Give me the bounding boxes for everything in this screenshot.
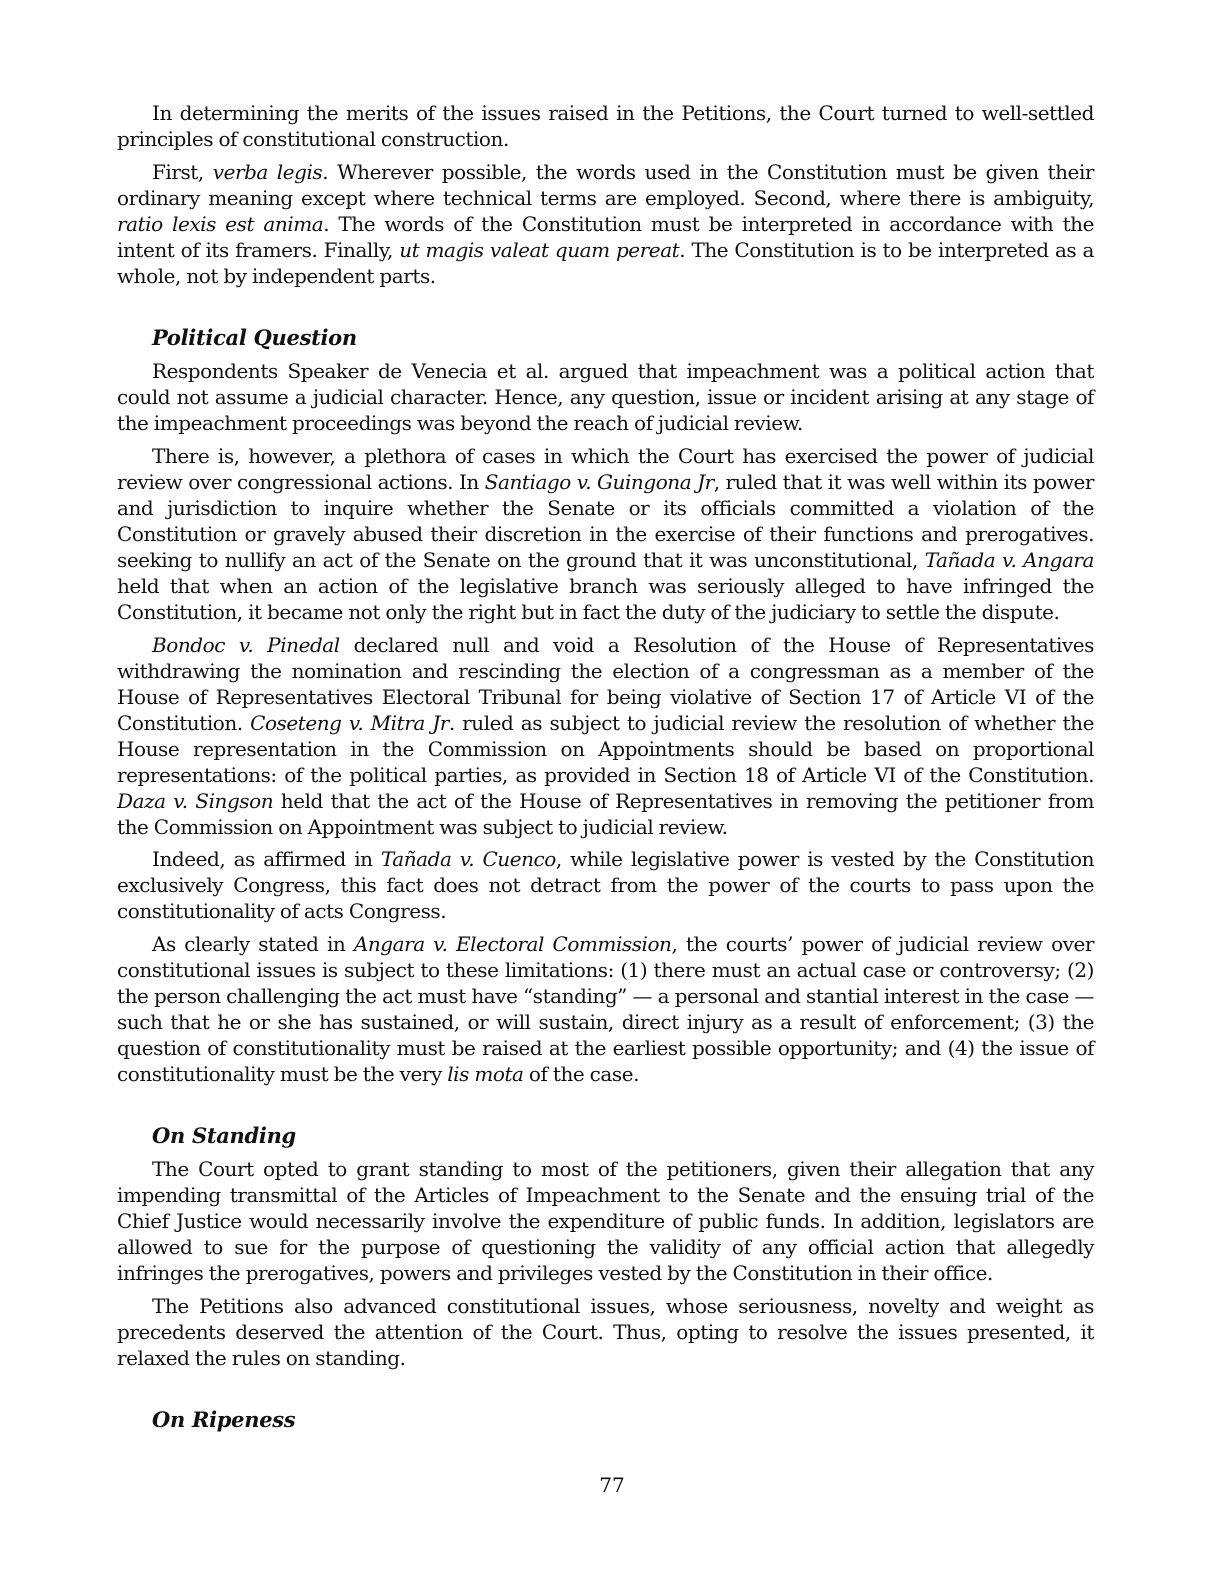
text-span: Indeed, as affirmed in (152, 847, 381, 871)
text-span: , the courts’ power of judicial review over constitutional issues is subject to these limitations: (1) there must an actual case or controversy; (2) the person challenging the act must have “standing” — a personal and stantial interest in the case — such that he or she has sustained, or will sustain, direct injury as a result of enforcement; (3) the question of constitutionality must be raised at the earliest possible opportunity; and (4) the issue of constitutionality must be the very (117, 932, 1094, 1086)
case-name: Bondoc v. Pinedal (152, 633, 340, 657)
document-page (117, 100, 1094, 1440)
text-span: . The words of the Constitution must be interpreted in accordance with the intent of its framers. Finally, (117, 212, 1094, 262)
latin-term: verba legis (212, 160, 323, 184)
latin-term: ut magis valeat quam pereat (399, 238, 680, 262)
page-number: 77 (599, 1473, 625, 1497)
text-span: declared null and void a Resolution of the House of Representatives withdrawing the nomination and rescinding the election of a congressman as a member of the House of Representatives Electoral Tribunal for being violative of Section 17 of Article VI of the Constitution. (117, 633, 1094, 735)
text-span: held that when an action of the legislative branch was seriously alleged to have infringed the Constitution, it became not only the right but in fact the duty of the judiciary to settle the dispute. (117, 574, 1094, 624)
political-question-paragraph-4 (117, 846, 1094, 924)
latin-term: lis mota (447, 1062, 524, 1086)
text-span: First, (152, 160, 213, 184)
latin-term: ratio lexis est anima (117, 212, 324, 236)
case-name: Coseteng v. Mitra Jr (250, 711, 449, 735)
text-span: There is, however, a plethora of cases in which the Court has exercised the power of judicial review over congressional actions. In (117, 444, 1094, 494)
on-ripeness-heading: On Ripeness (152, 1407, 296, 1432)
case-name: Daza v. Singson (117, 789, 274, 813)
case-name: Tañada v. Cuenco (380, 847, 556, 871)
political-question-paragraph-3 (117, 632, 1094, 840)
political-question-paragraph-2 (117, 443, 1094, 625)
text-span: , ruled that it was well within its power and jurisdiction to inquire whether the Senate or its officials committed a violation of the Constitution or gravely abused their discretion in the exercise of their functions and prerogatives. seeking to nullify an act of the Senate on the ground that it was unconstitutional, (117, 470, 1094, 572)
canons-paragraph (117, 159, 1094, 289)
case-name: Tañada v. Angara (924, 548, 1095, 572)
text-span: As clearly stated in (152, 932, 354, 956)
case-name: Santiago v. Guingona Jr (484, 470, 714, 494)
on-standing-paragraph-1: The Court opted to grant standing to most of the petitioners, given their allegation that any impending transmittal of the Articles of Impeachment to the Senate and the ensuing trial of the Chief Justice would necessarily involve the expenditure of public funds. In addition, legislators are allowed to sue for the purpose of questioning the validity of any official action that allegedly infringes the prerogatives, powers and privileges vested by the Constitution in their office. (117, 1157, 1094, 1285)
political-question-heading: Political Question (152, 325, 357, 350)
text-span: . The Constitution is to be interpreted as a whole, not by independent parts. (117, 238, 1094, 288)
text-span: , while legislative power is vested by the Constitution exclusively Congress, this fact does not detract from the power of the courts to pass upon the constitutionality of acts Congress. (117, 847, 1095, 923)
text-span: held that the act of the House of Representatives in removing the petitioner from the Commission on Appointment was subject to judicial review. (117, 789, 1094, 839)
political-question-paragraph-5 (117, 931, 1094, 1087)
text-span: . Wherever possible, the words used in the Constitution must be given their ordinary meaning except where technical terms are employed. Second, where there is ambiguity, (117, 160, 1095, 210)
on-standing-heading: On Standing (152, 1123, 296, 1148)
on-standing-paragraph-2: The Petitions also advanced constitutional issues, whose seriousness, novelty and weight as precedents deserved the attention of the Court. Thus, opting to resolve the issues presented, it relaxed the rules on standing. (117, 1294, 1094, 1370)
political-question-paragraph-1: Respondents Speaker de Venecia et al. argued that impeachment was a political action that could not assume a judicial character. Hence, any question, issue or incident arising at any stage of the impeachment proceedings was beyond the reach of judicial review. (117, 359, 1094, 435)
text-span: . ruled as subject to judicial review the resolution of whether the House representation in the Commission on Appointments should be based on proportional representations: of the political parties, as provided in Section 18 of Article VI of the Constitution. (117, 711, 1094, 787)
intro-paragraph: In determining the merits of the issues raised in the Petitions, the Court turned to well-settled principles of constitutional construction. (117, 101, 1094, 151)
text-span: of the case. (523, 1062, 640, 1086)
case-name: Angara v. Electoral Commission (353, 932, 672, 956)
